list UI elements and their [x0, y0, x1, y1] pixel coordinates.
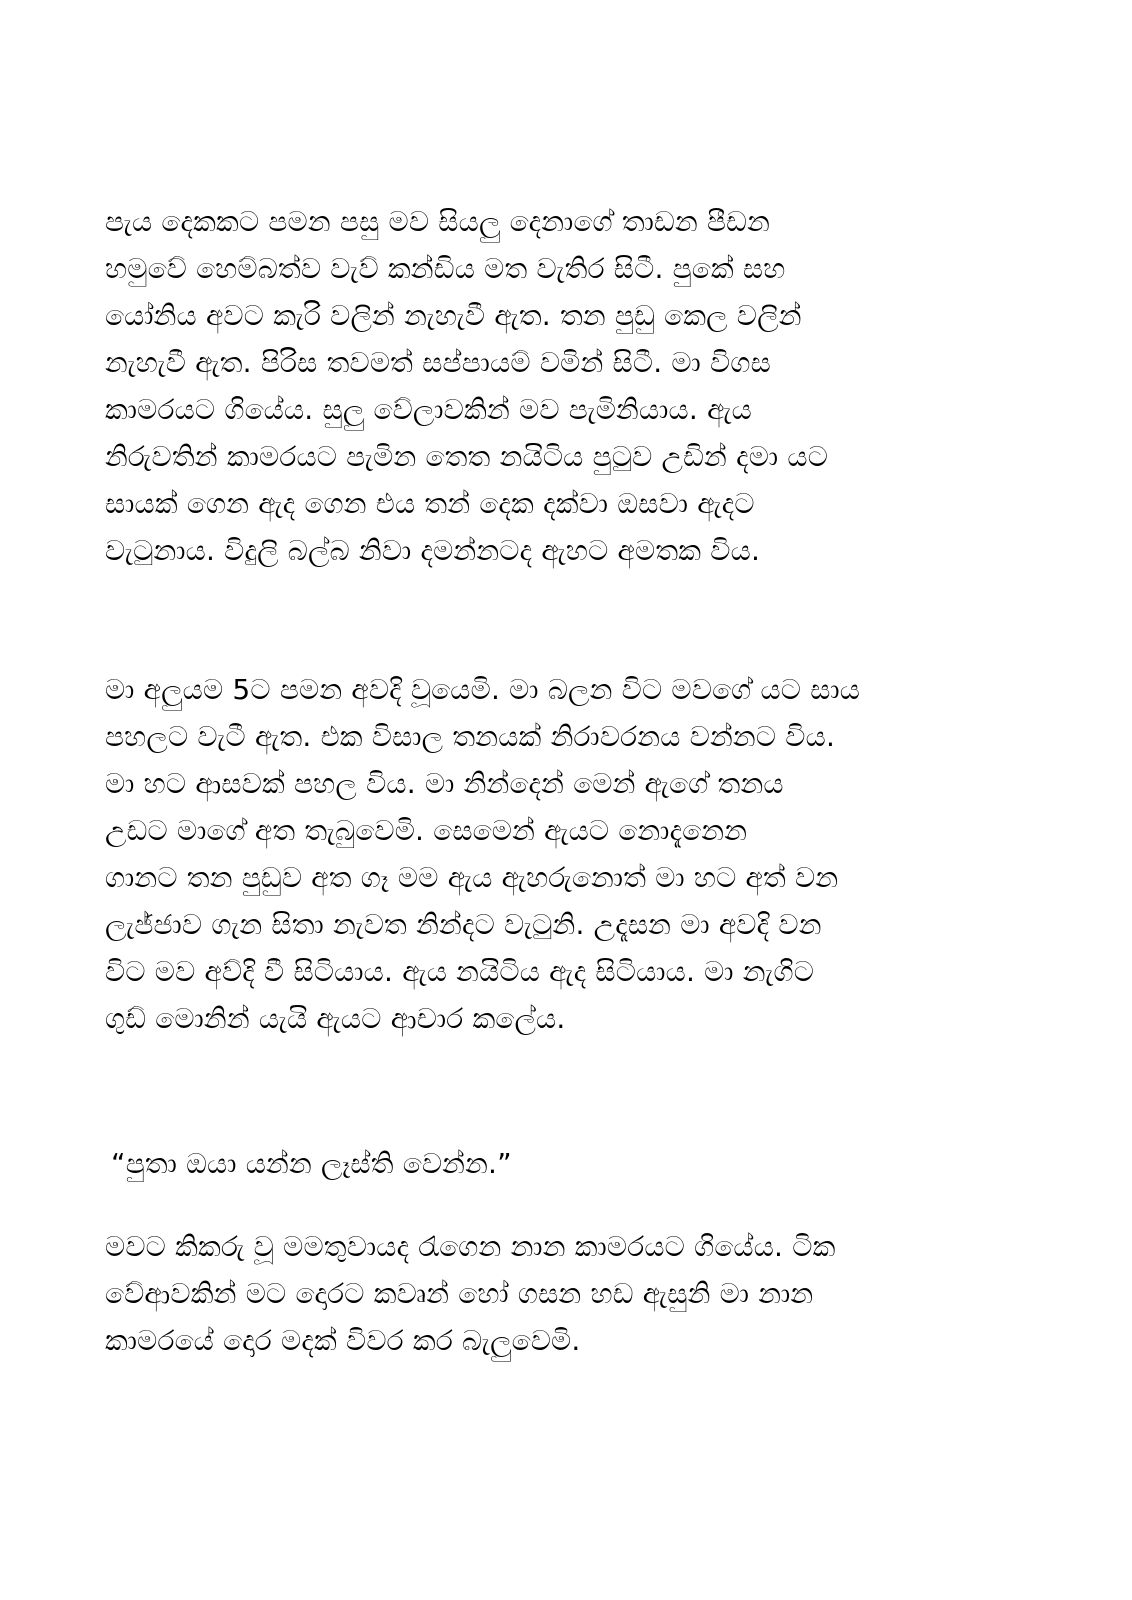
text-line: නැහැවී ඇත. පිරිස තවමත් සප්පායම් වමින් සිටී. මා විගස: [105, 346, 771, 379]
paragraph-2: [105, 666, 1045, 1042]
quote-line: “පුතා ඔයා යන්න ලෑස්ති වෙන්න.”: [111, 1147, 512, 1180]
paragraph-3: [105, 1223, 1045, 1364]
text-line: උඩට මාගේ අත තැබුවෙමි. සෙමෙන් ඇයට නොදැනෙන: [105, 814, 748, 847]
dialogue-quote: [105, 1140, 1045, 1187]
page-content: [105, 0, 1045, 1364]
text-line: සායක් ගෙන ඇද ගෙන එය තන් දෙක දක්වා ඔසවා ඇදට: [105, 487, 755, 520]
text-line: මා හට ආසවක් පහල විය. මා නින්දෙන් මෙන් ඇගේ තනය: [105, 767, 784, 800]
text-line: යෝනිය අවට කැරි වලින් නැහැවී ඇත. තන පුඩු කෙල වලින්: [105, 299, 802, 332]
text-line: ගුඩ් මොනින් යැයි ඇයට ආචාර කලේය.: [105, 1002, 566, 1035]
text-line: පහලට වැටී ඇත. එක විසාල තනයක් නිරාවරනය වන්නට විය.: [105, 720, 836, 753]
paragraph-1: [105, 198, 1045, 574]
text-line: ලැජ්ජාව ගැන සිතා නැවත නින්දට වැටුනි. උදෑසන මා අවදි වන: [105, 908, 822, 941]
text-line: පැය දෙකකට පමන පසු මව සියලු දෙනාගේ තාඩන පීඩන: [105, 205, 771, 238]
text-line: වැටුනාය. විදුලි බල්බ නිවා දමන්නටද ඇහට අමතක විය.: [105, 534, 761, 567]
text-line: නිරුවතින් කාමරයට පැමින තෙත නයිටිය පුටුව උඩින් දමා යට: [105, 440, 829, 473]
text-line: හමුවේ හෙම්බත්ව වැව් කන්ඩිය මත වැතිර සිටී. පුකේ සහ: [105, 252, 786, 285]
text-line: කාමරයේ දොර මදක් විවර කර බැලුවෙමි.: [105, 1324, 581, 1357]
text-line: මවට කිකරු වූ මමතුවායද රැගෙන නාන කාමරයට ගියේය. ටික: [105, 1230, 836, 1263]
text-line: කාමරයට ගියේය. සුලු වේලාවකින් මව පැමිනියාය. ඇය: [105, 393, 752, 426]
text-line: වේආවකින් මට දොරට කවෘන් හෝ ගසන හඩ ඇසුනි මා නාන: [105, 1277, 814, 1310]
text-line: මා අලුයම 5ට පමන අවදි වූයෙමි. මා බලන විට මවගේ යට සාය: [105, 673, 861, 706]
text-line: ගානට තන පුඩුව අත ගෑ මම ඇය ඇහරුනොත් මා හට අත් වන: [105, 861, 839, 894]
text-line: විට මව අව්දි වී සිටියාය. ඇය නයිටිය ඇද සිටියාය. මා නැගිට: [105, 955, 815, 988]
